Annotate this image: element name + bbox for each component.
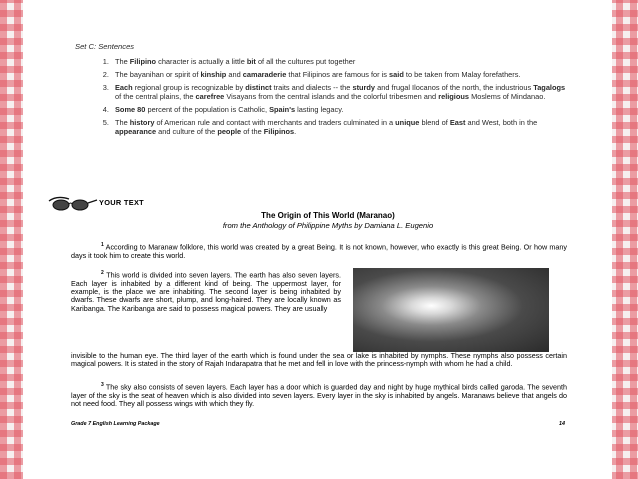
sentence-text: of all the cultures put together: [255, 57, 356, 66]
sentence-text: to be taken from Malay forefathers.: [403, 70, 521, 80]
sentence-text: of American rule and contact with merchants and traders culminated in a: [154, 117, 396, 127]
sentence-text: percent of the population is Catholic,: [145, 104, 270, 114]
bold-word: camaraderie: [242, 70, 287, 80]
bold-word: history: [129, 117, 155, 127]
your-text-label: YOUR TEXT: [99, 198, 144, 207]
sentence-text: traits and dialects -- the: [271, 83, 353, 93]
bold-word: bit: [246, 57, 256, 66]
paragraph-number: 3: [101, 382, 104, 388]
sentence-text: and West, both in the: [465, 117, 538, 127]
paragraph-text: This world is divided into seven layers. The earth has also seven layers. Each layer is inhabited by a different kind of being. The uppermost layer, for example, is the place we are inhabiting. The second layer is being inhabited by dwarfs. These dwarfs are short, plump, and long-haired. They are locally known as Karibanga. The Karibanga are said to possess magical powers. They are usually: [71, 270, 341, 313]
bold-word: sturdy: [352, 83, 376, 93]
sentence-text: and frugal Ilocanos of the north, the industrious: [375, 83, 534, 93]
bold-word: unique: [395, 117, 420, 127]
bold-word: appearance: [115, 126, 157, 136]
sentence-text: that Filipinos are famous for is: [286, 70, 390, 80]
sentence-text: Moslems of Mindanao.: [469, 91, 546, 101]
story-subtitle: from the Anthology of Philippine Myths by Damiana L. Eugenio: [222, 221, 434, 230]
sentence-text: of the: [241, 126, 264, 136]
sentence-text: Visayans from the central islands and the colorful tribesmen and: [224, 91, 439, 101]
page-footer: [71, 421, 565, 427]
paragraph-number: 1: [101, 242, 104, 248]
bold-word: Tagalogs: [533, 83, 566, 93]
sentence-text: blend of: [419, 117, 450, 127]
sentence-text: and: [226, 70, 243, 80]
bold-word: Each: [115, 83, 133, 93]
bold-word: said: [389, 70, 404, 80]
sentence-text: of the central plains, the: [115, 91, 196, 101]
footer-title: Grade 7 English Learning Package: [71, 421, 160, 427]
sentence-text: The: [115, 57, 130, 66]
set-title: Set C: Sentences: [75, 42, 135, 51]
page-number: 14: [559, 421, 565, 427]
bold-word: carefree: [195, 91, 225, 101]
bold-word: Filipino: [129, 57, 157, 66]
bold-word: Filipinos: [263, 126, 295, 136]
document-page: [23, 0, 612, 479]
bold-word: Spain's: [269, 104, 296, 114]
paragraph-3: [71, 381, 567, 408]
sentence-text: character is actually a little: [156, 57, 247, 66]
sentence-text: regional group is recognizable by: [132, 83, 246, 93]
sentence-text: and culture of the: [156, 126, 218, 136]
sentence-text: The bayanihan or spirit of: [115, 70, 201, 80]
paragraph-number: 2: [101, 270, 104, 276]
paragraph-text: The sky also consists of seven layers. Each layer has a door which is guarded day and night by huge mythical birds called garoda. The seventh layer of the sky is the seat of heaven which is also divided into seven layers. Every layer in the sky is inhabited by angels. Maranaws believe that angels do not need food. They all possess wings with which they fly.: [71, 382, 567, 408]
paragraph-1: [71, 241, 567, 260]
bold-word: religious: [438, 91, 470, 101]
paragraph-2: [71, 269, 341, 313]
paragraph-text: According to Maranaw folklore, this world was created by a great Being. It is not known, however, who exactly is this great Being. Or how many days it took him to create this world.: [71, 242, 567, 260]
story-block: [68, 0, 588, 479]
bold-word: East: [449, 117, 466, 127]
story-title: The Origin of This World (Maranao): [261, 211, 395, 220]
bold-word: Some 80: [115, 104, 146, 114]
bold-word: kinship: [200, 70, 227, 80]
story-illustration-image: [353, 268, 549, 352]
bold-word: people: [217, 126, 242, 136]
sentence-text: The: [115, 117, 130, 127]
bold-word: distinct: [245, 83, 272, 93]
sentence-text: lasting legacy.: [295, 104, 344, 114]
paragraph-2-continued: invisible to the human eye. The third layer of the earth which is found under the sea or lake is inhabited by nymphs. These nymphs also possess certain magical powers. It is stated in the story of Rajah Indarapatra that he met and fell in love with the princess-nymph with whom he had a child.: [71, 351, 567, 369]
sentence-text: .: [294, 126, 297, 136]
